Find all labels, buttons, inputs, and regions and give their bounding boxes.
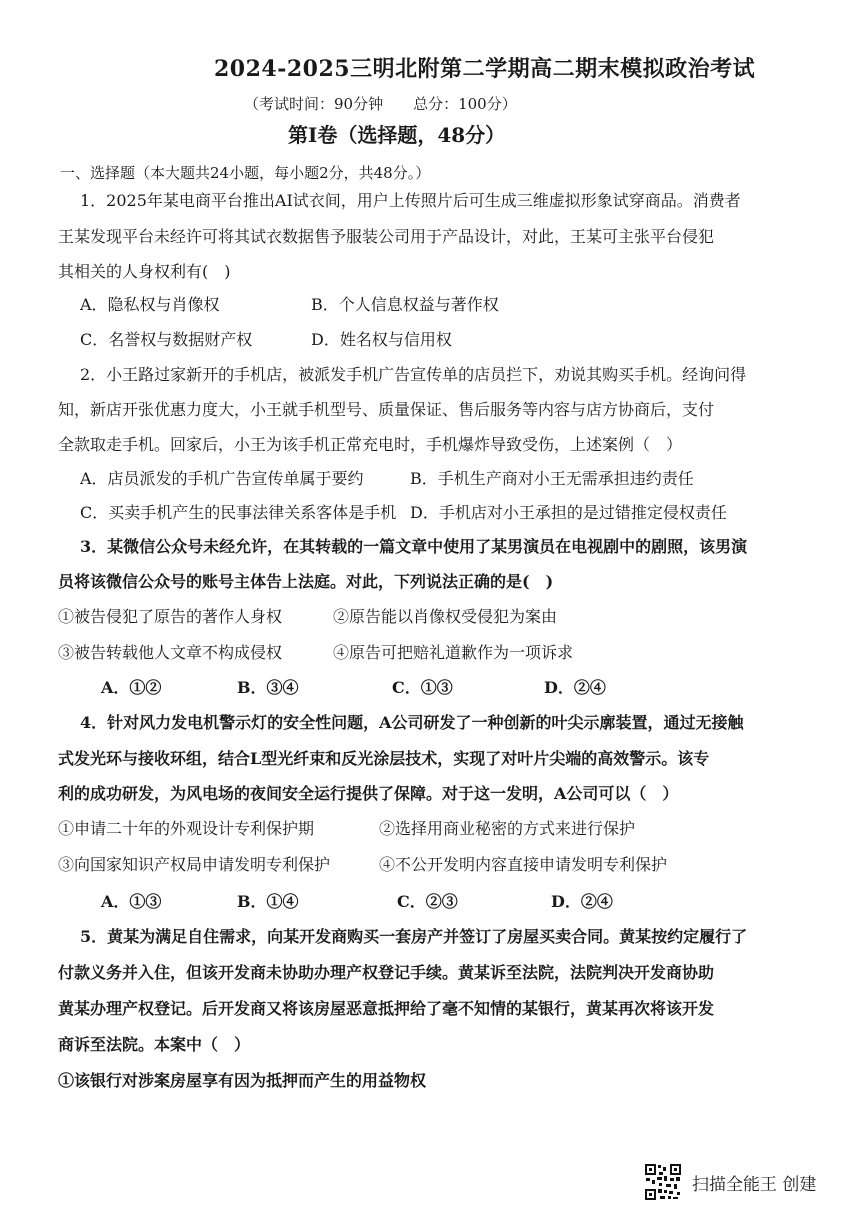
q3-stem-line-1: 3．某微信公众号未经允许，在其转载的一篇文章中使用了某男演员在电视剧中的剧照，该男演	[80, 537, 748, 556]
q3-item-2: ②原告能以肖像权受侵犯为案由	[333, 607, 558, 626]
q3-answer-c: C．①③	[392, 678, 453, 697]
scanner-credit-text: 扫描全能王 创建	[692, 1174, 817, 1195]
q1-stem-line-3: 其相关的人身权利有( )	[58, 262, 231, 281]
q3-item-3: ③被告转载他人文章不构成侵权	[58, 643, 283, 662]
exam-subtitle: （考试时间：90分钟 总分：100分）	[244, 95, 517, 113]
q5-item-1: ①该银行对涉案房屋享有因为抵押而产生的用益物权	[58, 1071, 427, 1090]
q3-answer-b: B．③④	[237, 678, 299, 697]
q1-option-b: B．个人信息权益与著作权	[311, 295, 499, 314]
q4-item-2: ②选择用商业秘密的方式来进行保护	[379, 819, 636, 838]
q5-stem-line-2: 付款义务并入住，但该开发商未协助办理产权登记手续。黄某诉至法院，法院判决开发商协助	[58, 963, 715, 982]
q1-option-d: D．姓名权与信用权	[311, 330, 452, 349]
q5-stem-line-4: 商诉至法院。本案中（ ）	[58, 1035, 251, 1054]
q5-stem-line-3: 黄某办理产权登记。后开发商又将该房屋恶意抵押给了毫不知情的某银行，黄某再次将该开发	[58, 999, 715, 1018]
q5-stem-line-1: 5．黄某为满足自住需求，向某开发商购买一套房产并签订了房屋买卖合同。黄某按约定履行了	[80, 927, 748, 946]
exam-title: 2024-2025三明北附第二学期高二期末模拟政治考试	[214, 56, 756, 82]
q1-option-c: C．名誉权与数据财产权	[80, 330, 253, 349]
q2-option-d: D．手机店对小王承担的是过错推定侵权责任	[410, 503, 727, 522]
q3-item-4: ④原告可把赔礼道歉作为一项诉求	[333, 643, 574, 662]
q2-option-a: A．店员派发的手机广告宣传单属于要约	[80, 469, 364, 488]
q3-answer-a: A．①②	[101, 678, 162, 697]
q2-stem-line-1: 2．小王路过家新开的手机店，被派发手机广告宣传单的店员拦下，劝说其购买手机。经询问得	[80, 365, 747, 384]
q2-stem-line-2: 知，新店开张优惠力度大，小王就手机型号、质量保证、售后服务等内容与店方协商后，支付	[58, 400, 715, 419]
instructions: 一、选择题（本大题共24小题，每小题2分，共48分。）	[60, 164, 431, 182]
q3-answer-d: D．②④	[544, 678, 606, 697]
q4-stem-line-3: 利的成功研发，为风电场的夜间安全运行提供了保障。对于这一发明，A公司可以（ ）	[58, 784, 679, 803]
q4-stem-line-1: 4．针对风力发电机警示灯的安全性问题，A公司研发了一种创新的叶尖示廓装置，通过无接触	[80, 713, 744, 732]
scanner-watermark	[644, 1163, 816, 1201]
q2-option-c: C．买卖手机产生的民事法律关系客体是手机	[80, 503, 397, 522]
q1-option-a: A．隐私权与肖像权	[80, 295, 220, 314]
q4-answer-d: D．②④	[551, 892, 613, 911]
q4-answer-a: A．①③	[101, 892, 162, 911]
q4-answer-b: B．①④	[237, 892, 299, 911]
q2-stem-line-3: 全款取走手机。回家后，小王为该手机正常充电时，手机爆炸导致受伤，上述案例（ ）	[58, 435, 683, 454]
q4-item-1: ①申请二十年的外观设计专利保护期	[58, 819, 315, 838]
q3-stem-line-2: 员将该微信公众号的账号主体告上法庭。对此，下列说法正确的是( )	[58, 572, 554, 591]
q3-item-1: ①被告侵犯了原告的著作人身权	[58, 607, 283, 626]
q4-item-4: ④不公开发明内容直接申请发明专利保护	[379, 855, 668, 874]
q1-stem-line-1: 1．2025年某电商平台推出AI试衣间，用户上传照片后可生成三维虚拟形象试穿商品。消费者	[80, 191, 741, 210]
q4-item-3: ③向国家知识产权局申请发明专利保护	[58, 855, 331, 874]
qr-code-icon	[644, 1163, 682, 1201]
section-heading: 第Ⅰ卷（选择题，48分）	[288, 123, 506, 147]
q4-answer-c: C．②③	[397, 892, 458, 911]
q4-stem-line-2: 式发光环与接收环组，结合L型光纤束和反光涂层技术，实现了对叶片尖端的高效警示。该专	[58, 749, 710, 768]
q1-stem-line-2: 王某发现平台未经许可将其试衣数据售予服装公司用于产品设计，对此，王某可主张平台侵犯	[58, 227, 715, 246]
q2-option-b: B．手机生产商对小王无需承担违约责任	[410, 469, 694, 488]
